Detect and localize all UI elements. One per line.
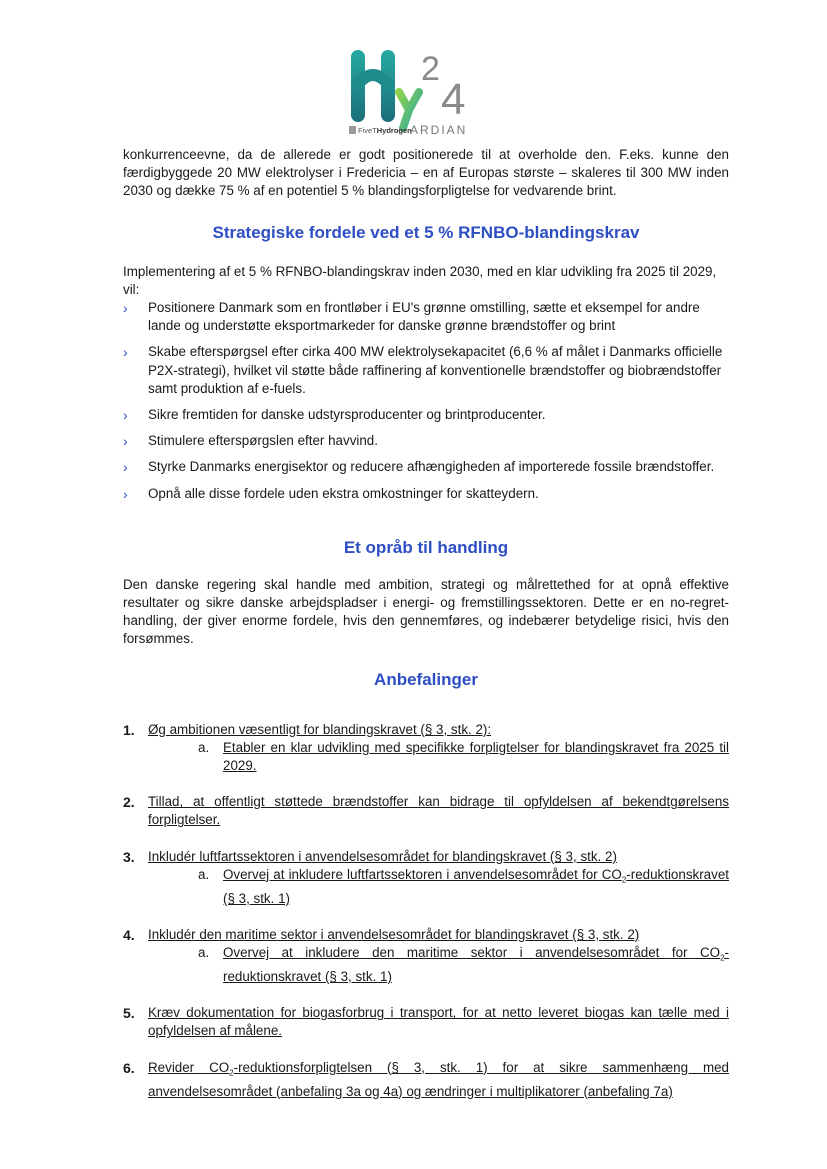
ardian-label: ARDIAN	[410, 123, 468, 137]
chevron-right-icon: ›	[123, 300, 128, 317]
intro-paragraph: konkurrenceevne, da de allerede er godt positionerede til at overholde den. F.eks. kunne den færdigbyggede 20 MW elektrolyser i Fredericia – en af Europas største – skaleres til 300 MW inden 2030 og dække 75 % af en potentiel 5 % blandingsforpligtelse for vedvarende brint.	[123, 147, 729, 199]
recommendation-item	[123, 721, 729, 776]
bullet-item: › Skabe efterspørgsel efter cirka 400 MW elektrolysekapacitet (6,6 % af målet i Danmarks officielle P2X-strategi), hvilket vil støtte både raffinering af konventionelle brændstoffer og biobrændstoffer samt produktion af e-fuels.	[123, 344, 723, 396]
item-text: Kræv dokumentation for biogasforbrug i transport, for at netto leveret biogas kan tælle med i opfyldelsen af målene.	[148, 1005, 729, 1039]
bullet-item: › Opnå alle disse fordele uden ekstra omkostninger for skatteydern.	[123, 485, 539, 502]
recommendation-item	[123, 793, 729, 829]
item-text: Øg ambitionen væsentligt for blandingskravet (§ 3, stk. 2):	[148, 721, 492, 737]
item-number: 3.	[123, 848, 135, 865]
recommendation-item	[123, 848, 729, 908]
strategic-heading: Strategiske fordele ved et 5 % RFNBO-blandingskrav	[212, 222, 640, 242]
action-heading: Et opråb til handling	[343, 537, 509, 557]
action-paragraph: Den danske regering skal handle med ambition, strategi og målrettethed for at opnå effektive resultater og sikre danske arbejdspladser i energi- og fremstillingssektoren. Dette er en no-regret-handling, der giver enorme fordele, hvis den gennemføres, og indebærer betydelige risici, hvis den forsømmes.	[123, 576, 729, 647]
chevron-right-icon: ›	[123, 344, 128, 361]
content	[123, 146, 729, 1101]
bullet-item: › Styrke Danmarks energisektor og reducere afhængigheden af importerede fossile brændstoffer.	[123, 459, 715, 476]
item-number: 1.	[123, 721, 135, 738]
chevron-right-icon: ›	[123, 485, 128, 502]
item-number: 2.	[123, 794, 135, 811]
recommendation-item	[123, 926, 729, 986]
sub-item: a. Overvej at inkludere luftfartssektoren i anvendelsesområdet for $CO_2$-reduktionskravet (§ 3, stk. 1)	[198, 866, 729, 906]
item-text: Revider $CO_2$-reduktionsforpligtelsen (§ 3, stk. 1) for at sikre sammenhæng med anvendelsesområdet (anbefaling 3a og 4a) og ændringer i multiplikatorer (anbefaling 7a)	[148, 1059, 729, 1099]
sub-letter: a.	[198, 739, 210, 755]
item-text: Tillad, at offentligt støttede brændstoffer kan bidrage til opfyldelsen af bekendtgørelsens forpligtelser.	[148, 794, 729, 828]
sub-letter: a.	[198, 945, 210, 961]
item-number: 5.	[123, 1005, 135, 1022]
fivet-mark-icon	[349, 126, 356, 134]
recommendation-item	[123, 1059, 729, 1101]
logo-digit-2: 2	[421, 50, 440, 88]
item-text: Inkludér den maritime sektor i anvendelsesområdet for blandingskravet (§ 3, stk. 2)	[148, 926, 640, 942]
sub-item: a. Overvej at inkludere den maritime sektor i anvendelsesområdet for $CO_2$-reduktionskravet (§ 3, stk. 1)	[198, 945, 729, 985]
chevron-right-icon: ›	[123, 407, 128, 424]
item-number: 4.	[123, 926, 135, 943]
logo-digit-4: 4	[441, 75, 466, 124]
bullet-item: › Positionere Danmark som en frontløber i EU's grønne omstilling, sætte et eksempel for andre lande og understøtte eksportmarkeder for danske grønne brændstoffer og brint	[123, 300, 700, 334]
recommendation-item	[123, 1004, 729, 1040]
strategic-lead: Implementering af et 5 % RFNBO-blandingskrav inden 2030, med en klar udvikling fra 2025 til 2029, vil:	[123, 263, 717, 297]
recommendations-list	[123, 721, 729, 1101]
chevron-right-icon: ›	[123, 459, 128, 476]
chevron-right-icon: ›	[123, 433, 128, 450]
sub-letter: a.	[198, 866, 210, 882]
item-number: 6.	[123, 1059, 135, 1076]
strategic-bullets	[123, 299, 729, 503]
item-text: Inkludér luftfartssektoren i anvendelsesområdet for blandingskravet (§ 3, stk. 2)	[148, 848, 617, 864]
bullet-item: › Sikre fremtiden for danske udstyrsproducenter og brintproducenter.	[123, 407, 546, 424]
bullet-item: › Stimulere efterspørgslen efter havvind.	[123, 433, 378, 450]
logo-h-bar	[358, 75, 388, 84]
sub-item: a. Etabler en klar udvikling med specifikke forpligtelser for blandingskravet fra 2025 til 2029.	[198, 739, 729, 774]
fivet-hydrogen-label: FiveTHydrogen	[349, 126, 412, 135]
recommendations-heading: Anbefalinger	[374, 669, 478, 689]
